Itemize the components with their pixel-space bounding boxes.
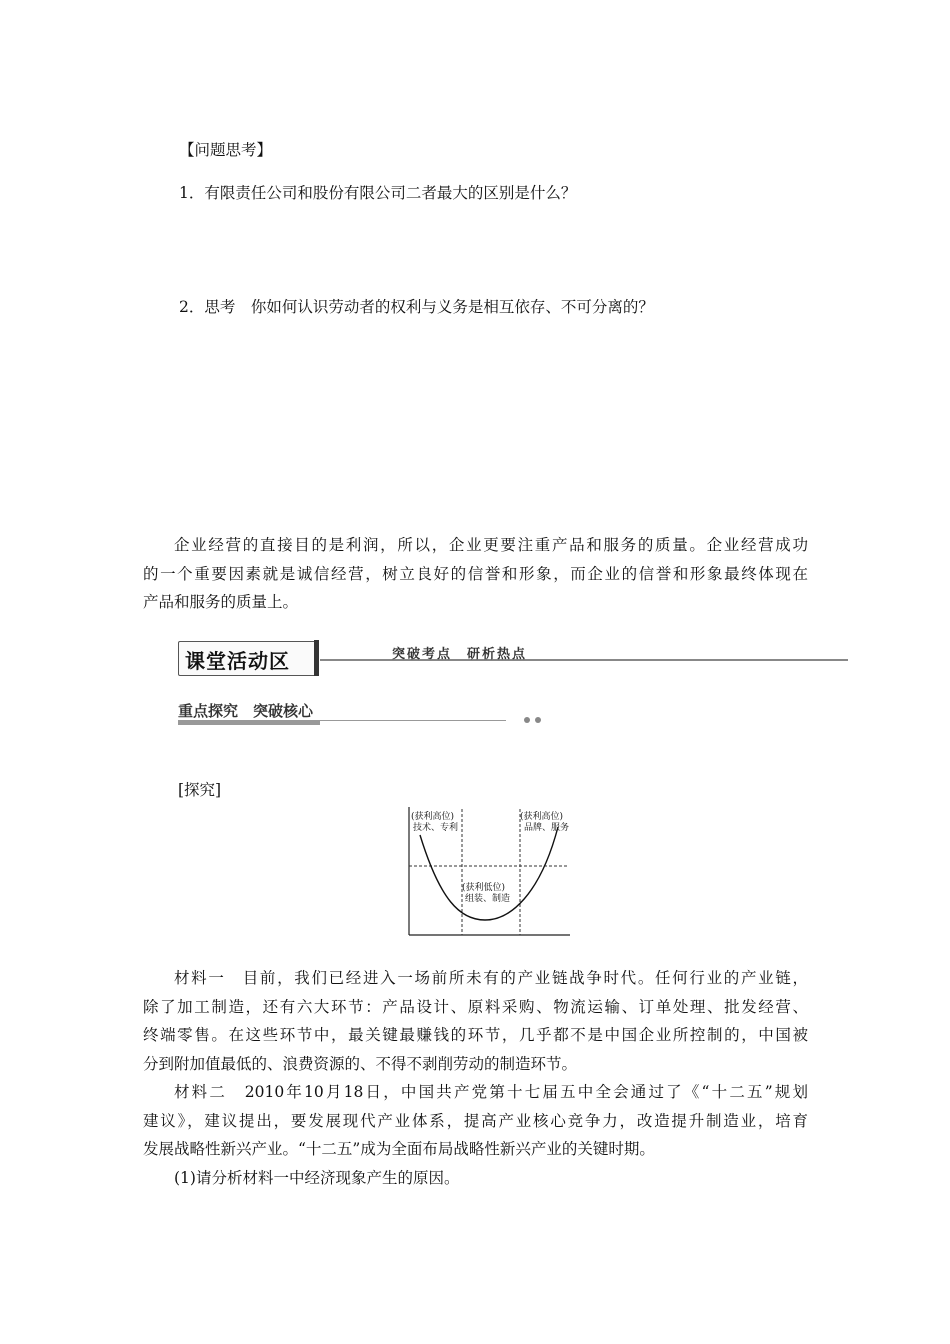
banner-separator xyxy=(314,640,319,676)
summary-paragraph xyxy=(143,531,808,617)
material-2 xyxy=(143,1078,808,1164)
banner-title: 课堂活动区 xyxy=(185,649,290,673)
summary-line-3: 产品和服务的质量上。 xyxy=(143,593,299,611)
middle-label-line2: 组装、制造 xyxy=(465,894,511,904)
left-label-line2: 技术、专利 xyxy=(413,823,459,833)
material-1-line-3: 终端零售。在这些环节中，最关键最赚钱的环节，几乎都不是中国企业所控制的，中国被 xyxy=(143,1026,808,1044)
sub-banner-dot-2 xyxy=(535,717,541,723)
material-2-line-3: 发展战略性新兴产业。“十二五”成为全面布局战略性新兴产业的关键时期。 xyxy=(143,1140,655,1158)
banner-subtitle: 突破考点 研析热点 xyxy=(392,647,528,662)
material-1-line-2: 除了加工制造，还有六大环节：产品设计、原料采购、物流运输、订单处理、批发经营、 xyxy=(143,997,808,1016)
question-1: 1．有限责任公司和股份有限公司二者最大的区别是什么？ xyxy=(179,184,577,202)
smile-curve xyxy=(420,827,558,920)
sub-banner-bar xyxy=(178,720,320,725)
banner-title-box xyxy=(178,641,318,676)
smile-curve-diagram xyxy=(400,805,575,940)
material-1 xyxy=(143,964,808,1078)
right-label-line2: 品牌、服务 xyxy=(524,823,570,833)
material-2-line-2: 建议》，建议提出，要发展现代产业体系，提高产业核心竞争力，改造提升制造业，培育 xyxy=(143,1111,808,1130)
summary-line-2: 的一个重要因素就是诚信经营，树立良好的信誉和形象，而企业的信誉和形象最终体现在 xyxy=(143,564,808,583)
middle-label-line1: (获利低位) xyxy=(462,883,506,893)
sub-banner-title: 重点探究 突破核心 xyxy=(178,702,314,720)
sub-banner xyxy=(178,698,558,728)
left-label-line1: (获利高位) xyxy=(411,812,455,822)
question-heading: 【问题思考】 xyxy=(179,141,273,159)
question-1-analysis: (1)请分析材料一中经济现象产生的原因。 xyxy=(174,1169,460,1187)
material-2-line-1: 材料二 2010年10月18日，中国共产党第十七届五中全会通过了《“十二五”规划 xyxy=(174,1083,808,1101)
material-1-line-1: 材料一 目前，我们已经进入一场前所未有的产业链战争时代。任何行业的产业链， xyxy=(174,969,808,987)
section-banner xyxy=(178,640,850,676)
explore-label: [探究] xyxy=(178,781,222,799)
summary-line-1: 企业经营的直接目的是利润，所以，企业更要注重产品和服务的质量。企业经营成功 xyxy=(174,536,808,554)
right-label-line1: (获利高位) xyxy=(520,812,564,822)
sub-banner-rule xyxy=(320,720,506,721)
sub-banner-dot-1 xyxy=(524,717,530,723)
material-1-line-4: 分到附加值最低的、浪费资源的、不得不剥削劳动的制造环节。 xyxy=(143,1054,578,1073)
question-2: 2．思考 你如何认识劳动者的权利与义务是相互依存、不可分离的？ xyxy=(179,298,654,316)
